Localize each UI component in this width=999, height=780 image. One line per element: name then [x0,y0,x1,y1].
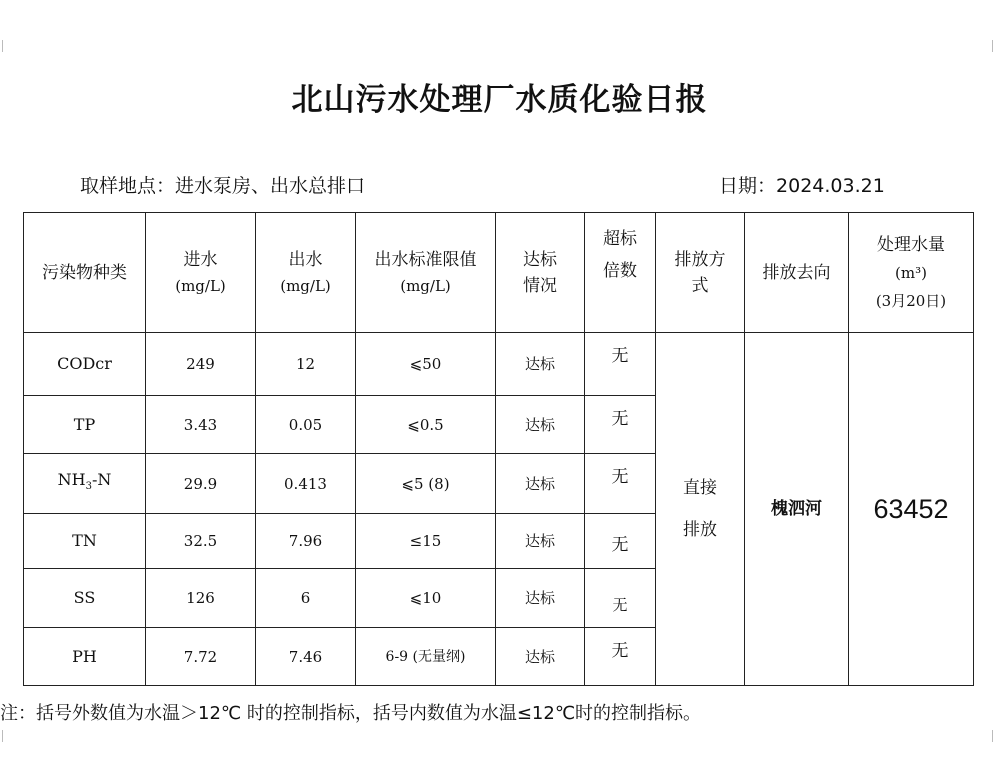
compliance-cell: 达标 [496,628,585,686]
compliance-cell: 达标 [496,333,585,396]
header-pollutant: 污染物种类 [24,213,146,333]
water-quality-table [23,212,974,686]
limit-cell: ⩽5 (8) [356,454,496,514]
pollutant-subscript: 3 [85,481,92,493]
header-limit-unit: (mg/L) [400,276,451,295]
influent-cell: 32.5 [146,514,256,569]
header-discharge-method [656,213,745,333]
exceed-cell: 无 [585,514,656,569]
exceed-cell: 无 [585,396,656,454]
corner-mark-bottom-left [2,730,3,742]
effluent-cell: 7.96 [256,514,356,569]
discharge-method-line1: 直接 [683,478,717,498]
influent-cell: 249 [146,333,256,396]
influent-cell: 3.43 [146,396,256,454]
pollutant-cell: PH [24,628,146,686]
influent-cell: 7.72 [146,628,256,686]
discharge-method-line2: 排放 [683,520,717,540]
compliance-cell: 达标 [496,454,585,514]
exceed-cell: 无 [585,569,656,628]
corner-mark-bottom-right [992,730,993,742]
exceed-cell: 无 [585,628,656,686]
limit-cell: 6-9 (无量纲) [356,628,496,686]
header-discharge-destination: 排放去向 [745,213,849,333]
header-volume-date: (3月20日) [875,291,947,310]
compliance-cell: 达标 [496,514,585,569]
table-row [24,333,974,396]
header-discharge-method-line1: 排放方 [674,249,726,270]
exceed-cell: 无 [585,333,656,396]
compliance-cell: 达标 [496,569,585,628]
corner-mark-top-left [2,40,3,52]
sampling-location: 取样地点：进水泵房、出水总排口 [80,175,366,197]
influent-cell: 126 [146,569,256,628]
discharge-destination-cell: 槐泗河 [745,333,849,686]
pollutant-cell [24,454,146,514]
header-effluent-unit: (mg/L) [280,276,331,295]
header-limit [356,213,496,333]
header-effluent [256,213,356,333]
report-title: 北山污水处理厂水质化验日报 [291,82,708,118]
limit-cell: ⩽0.5 [356,396,496,454]
date-label: 日期： [719,175,777,197]
header-volume-unit: (m³) [895,263,927,282]
pollutant-main: NH [57,469,86,489]
header-exceed-line1: 超标 [603,229,637,249]
header-influent [146,213,256,333]
effluent-cell: 12 [256,333,356,396]
treated-volume-cell: 63452 [849,333,974,686]
report-date [719,171,885,198]
date-value: 2024.03.21 [776,175,885,197]
influent-cell: 29.9 [146,454,256,514]
effluent-cell: 0.05 [256,396,356,454]
footnote: 注：括号外数值为水温＞12℃ 时的控制指标，括号内数值为水温≤12℃时的控制指标。 [0,703,702,724]
pollutant-cell: CODcr [24,333,146,396]
header-compliance-line2: 情况 [523,275,557,296]
header-influent-unit: (mg/L) [175,276,226,295]
pollutant-cell: TP [24,396,146,454]
header-influent-label: 进水 [183,249,218,270]
header-discharge-method-line2: 式 [691,275,709,296]
effluent-cell: 7.46 [256,628,356,686]
pollutant-cell: SS [24,569,146,628]
header-compliance [496,213,585,333]
header-limit-label: 出水标准限值 [374,249,477,270]
header-row [24,213,974,333]
limit-cell: ⩽50 [356,333,496,396]
compliance-cell: 达标 [496,396,585,454]
pollutant-cell: TN [24,514,146,569]
header-volume-line1: 处理水量 [877,234,945,255]
corner-mark-top-right [992,40,993,52]
pollutant-tail: -N [91,469,112,489]
exceed-cell: 无 [585,454,656,514]
header-exceed [585,213,656,333]
effluent-cell: 0.413 [256,454,356,514]
limit-cell: ⩽10 [356,569,496,628]
discharge-method-cell [656,333,745,686]
effluent-cell: 6 [256,569,356,628]
limit-cell: ≤15 [356,514,496,569]
header-compliance-line1: 达标 [523,249,557,270]
header-effluent-label: 出水 [288,249,323,270]
header-treated-volume [849,213,974,333]
header-exceed-line2: 倍数 [603,261,637,281]
